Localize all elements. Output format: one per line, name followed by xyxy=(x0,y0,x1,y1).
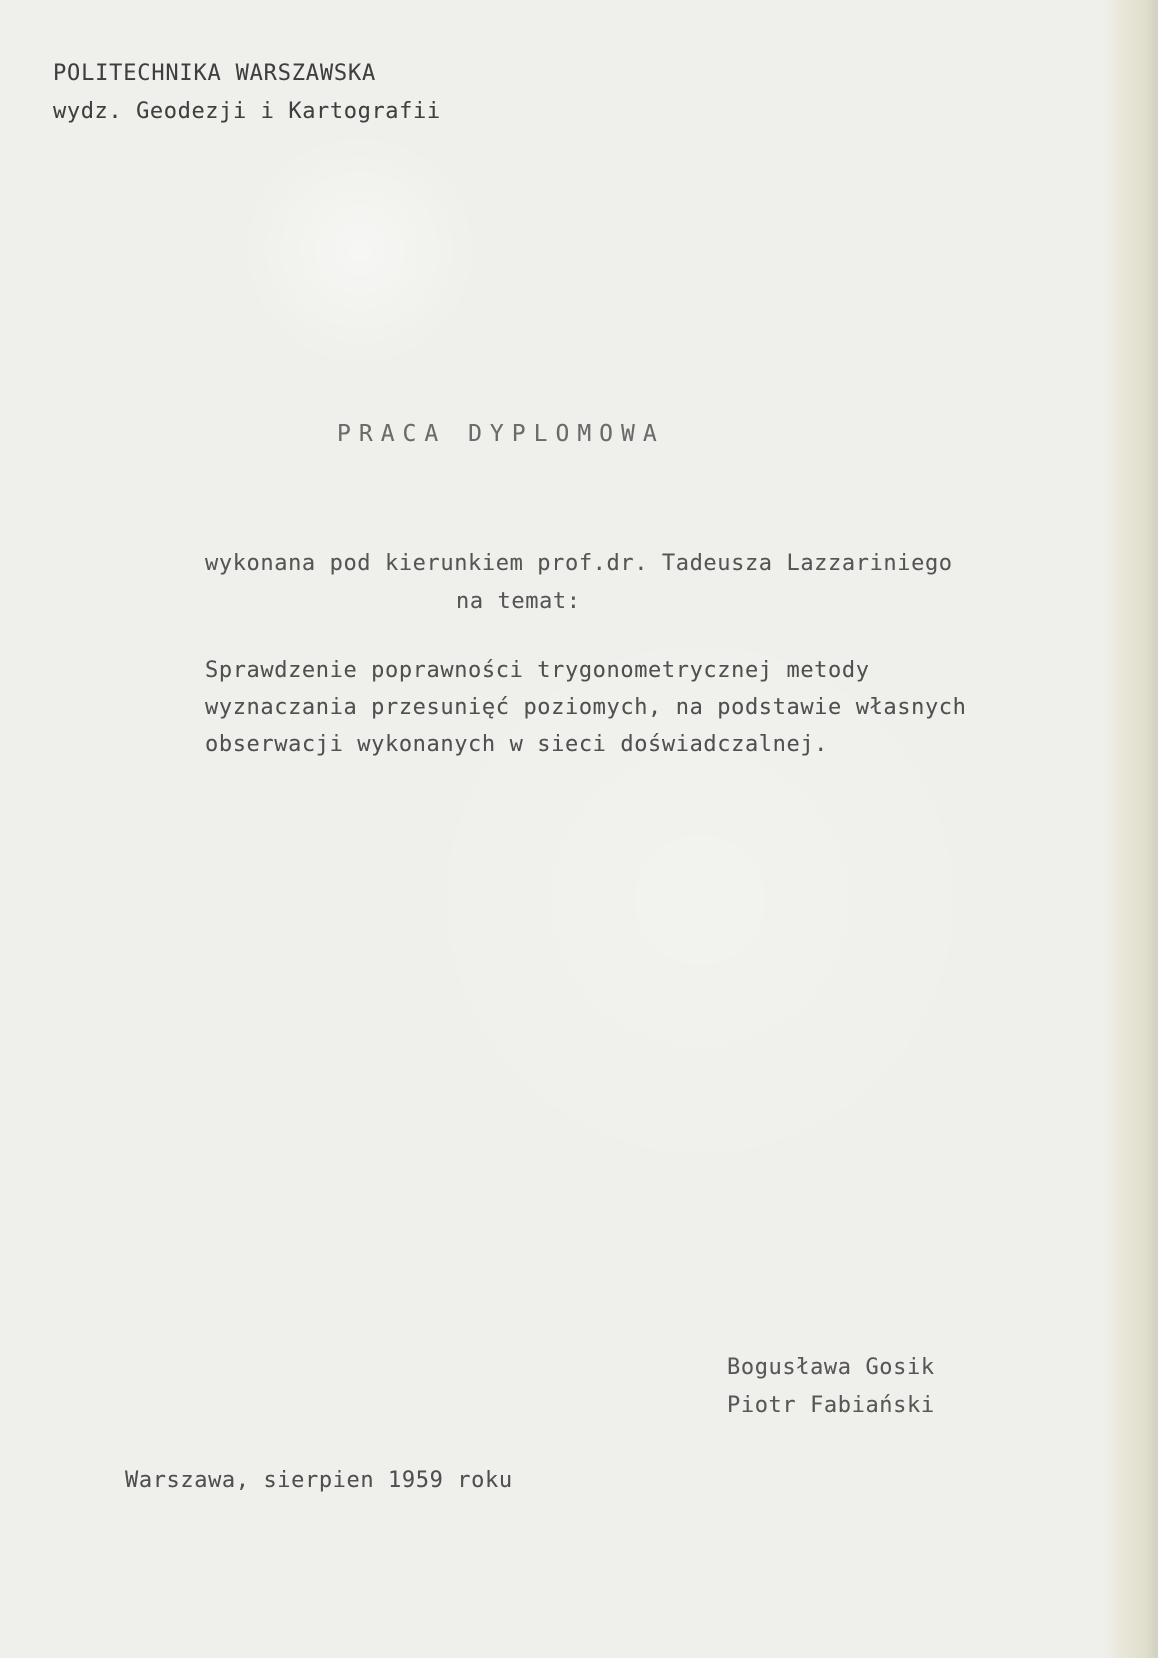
author-name: Piotr Fabiański xyxy=(727,1393,935,1418)
author-name: Bogusława Gosik xyxy=(727,1355,935,1380)
faculty-name: wydz. Geodezji i Kartografii xyxy=(53,99,441,124)
topic-line: Sprawdzenie poprawności trygonometrycznej metody xyxy=(205,658,870,683)
topic-line: obserwacji wykonanych w sieci doświadczalnej. xyxy=(205,732,829,757)
institution-name: POLITECHNIKA WARSZAWSKA xyxy=(53,61,377,86)
document-title: PRACA DYPLOMOWA xyxy=(337,421,665,447)
topic-line: wyznaczania przesunięć poziomych, na podstawie własnych xyxy=(205,695,967,720)
topic-label: na temat: xyxy=(456,589,581,614)
supervisor-line: wykonana pod kierunkiem prof.dr. Tadeusza Lazzariniego xyxy=(205,551,953,576)
place-date-line: Warszawa, sierpien 1959 roku xyxy=(125,1468,513,1493)
